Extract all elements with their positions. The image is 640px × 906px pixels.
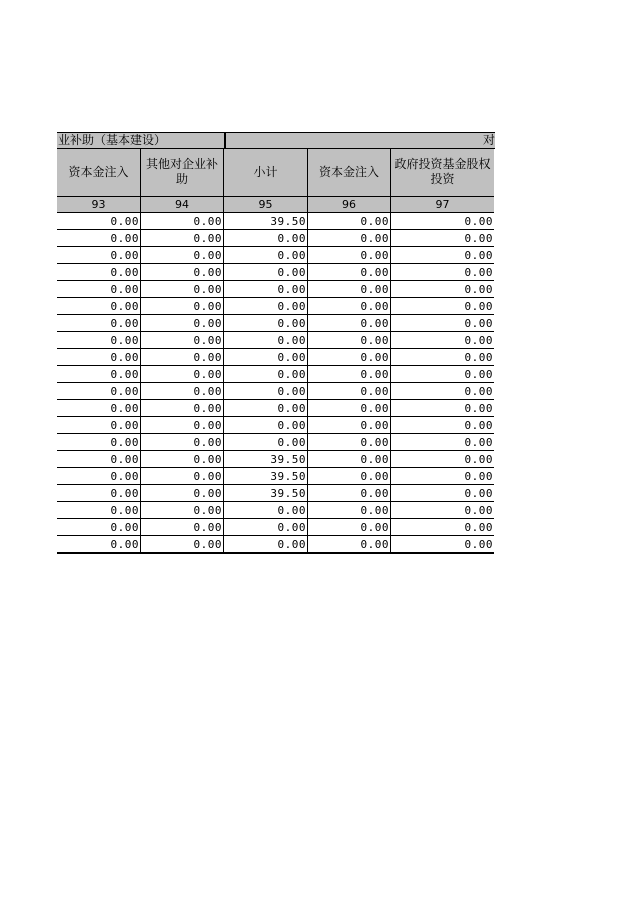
table-cell: 0.00 xyxy=(464,504,493,517)
table-cell: 0.00 xyxy=(141,451,224,467)
table-row xyxy=(57,332,494,349)
table-cell: 0.00 xyxy=(224,536,308,552)
column-header: 资本金注入 xyxy=(57,148,141,196)
table-cell: 0.00 xyxy=(57,451,141,467)
table-cell: 0.00 xyxy=(57,349,141,365)
table-row xyxy=(57,400,494,417)
table-cell: 0.00 xyxy=(464,300,493,313)
group-header-row xyxy=(57,132,494,148)
table-cell: 39.50 xyxy=(224,213,308,229)
table-cell: 0.00 xyxy=(224,502,308,518)
table-row xyxy=(57,366,494,383)
table-cell: 0.00 xyxy=(308,264,391,280)
table-cell: 0.00 xyxy=(141,485,224,501)
table-cell: 0.00 xyxy=(464,215,493,228)
table-cell: 0.00 xyxy=(141,298,224,314)
table-cell: 0.00 xyxy=(224,315,308,331)
table-cell: 0.00 xyxy=(308,298,391,314)
table-row xyxy=(57,383,494,400)
table-cell: 0.00 xyxy=(141,281,224,297)
table-row xyxy=(57,451,494,468)
table-cell: 0.00 xyxy=(308,332,391,348)
table-row xyxy=(57,213,494,230)
table-cell: 0.00 xyxy=(464,470,493,483)
table-cell: 0.00 xyxy=(308,349,391,365)
table-cell: 0.00 xyxy=(224,417,308,433)
table-cell: 0.00 xyxy=(141,383,224,399)
table-cell: 0.00 xyxy=(224,247,308,263)
table-cell: 0.00 xyxy=(57,230,141,246)
table-cell: 0.00 xyxy=(308,366,391,382)
column-code: 94 xyxy=(141,197,224,212)
table-cell: 0.00 xyxy=(464,487,493,500)
table-row xyxy=(57,315,494,332)
table-cell: 39.50 xyxy=(224,451,308,467)
table-cell: 0.00 xyxy=(57,281,141,297)
table-cell: 0.00 xyxy=(57,536,141,552)
table-cell: 0.00 xyxy=(308,434,391,450)
table-row xyxy=(57,536,494,554)
table-cell: 0.00 xyxy=(224,383,308,399)
table-cell: 0.00 xyxy=(464,283,493,296)
table-cell: 0.00 xyxy=(464,521,493,534)
table-cell: 0.00 xyxy=(57,298,141,314)
table-cell: 0.00 xyxy=(141,332,224,348)
table-cell: 0.00 xyxy=(224,264,308,280)
table-cell: 0.00 xyxy=(57,519,141,535)
table-cell: 0.00 xyxy=(464,385,493,398)
table-cell: 0.00 xyxy=(141,434,224,450)
table-cell: 0.00 xyxy=(224,298,308,314)
column-code-row xyxy=(57,197,494,213)
table-cell: 0.00 xyxy=(141,230,224,246)
table-cell: 0.00 xyxy=(141,247,224,263)
table-cell: 0.00 xyxy=(308,519,391,535)
budget-table xyxy=(57,132,494,554)
table-cell: 0.00 xyxy=(308,468,391,484)
table-cell: 0.00 xyxy=(464,419,493,432)
column-header: 其他对企业补助 xyxy=(141,148,224,196)
table-row xyxy=(57,434,494,451)
table-cell: 0.00 xyxy=(57,366,141,382)
column-code: 95 xyxy=(224,197,308,212)
table-cell: 0.00 xyxy=(464,266,493,279)
column-code: 93 xyxy=(57,197,141,212)
table-row xyxy=(57,468,494,485)
table-cell: 0.00 xyxy=(308,247,391,263)
table-cell: 0.00 xyxy=(224,281,308,297)
table-row xyxy=(57,417,494,434)
group-header-enterprise-subsidy: 业补助（基本建设） xyxy=(57,132,225,149)
table-cell: 0.00 xyxy=(308,417,391,433)
table-body xyxy=(57,213,494,554)
table-cell: 0.00 xyxy=(224,366,308,382)
table-cell: 0.00 xyxy=(308,383,391,399)
table-cell: 0.00 xyxy=(57,400,141,416)
table-cell: 0.00 xyxy=(224,349,308,365)
table-cell: 0.00 xyxy=(57,332,141,348)
column-header: 小计 xyxy=(224,148,308,196)
table-cell: 0.00 xyxy=(224,434,308,450)
table-cell: 0.00 xyxy=(308,230,391,246)
table-cell: 0.00 xyxy=(464,317,493,330)
table-cell: 0.00 xyxy=(57,502,141,518)
table-cell: 0.00 xyxy=(464,402,493,415)
table-cell: 0.00 xyxy=(57,468,141,484)
table-cell: 0.00 xyxy=(308,400,391,416)
table-row xyxy=(57,485,494,502)
table-cell: 0.00 xyxy=(464,249,493,262)
table-cell: 0.00 xyxy=(141,400,224,416)
table-cell: 0.00 xyxy=(141,468,224,484)
table-cell: 0.00 xyxy=(141,213,224,229)
table-cell: 0.00 xyxy=(464,334,493,347)
table-cell: 0.00 xyxy=(141,264,224,280)
table-cell: 0.00 xyxy=(57,315,141,331)
table-cell: 0.00 xyxy=(308,502,391,518)
table-cell: 0.00 xyxy=(141,315,224,331)
table-cell: 0.00 xyxy=(57,264,141,280)
table-row xyxy=(57,519,494,536)
table-cell: 0.00 xyxy=(224,519,308,535)
table-cell: 0.00 xyxy=(57,383,141,399)
table-cell: 39.50 xyxy=(224,468,308,484)
table-cell: 0.00 xyxy=(308,485,391,501)
table-cell: 0.00 xyxy=(464,453,493,466)
table-cell: 0.00 xyxy=(141,349,224,365)
table-cell: 0.00 xyxy=(57,417,141,433)
table-row xyxy=(57,247,494,264)
table-cell: 0.00 xyxy=(464,232,493,245)
table-cell: 0.00 xyxy=(57,485,141,501)
table-cell: 0.00 xyxy=(308,315,391,331)
table-cell: 0.00 xyxy=(57,434,141,450)
table-row xyxy=(57,281,494,298)
table-cell: 0.00 xyxy=(57,213,141,229)
table-cell: 0.00 xyxy=(464,351,493,364)
table-cell: 0.00 xyxy=(141,536,224,552)
table-cell: 0.00 xyxy=(464,368,493,381)
table-cell: 0.00 xyxy=(141,502,224,518)
table-cell: 0.00 xyxy=(308,451,391,467)
table-cell: 0.00 xyxy=(224,400,308,416)
table-row xyxy=(57,298,494,315)
column-header-row xyxy=(57,148,494,197)
table-row xyxy=(57,349,494,366)
group-header-next: 对 xyxy=(225,132,495,149)
column-code: 97 xyxy=(435,198,450,211)
table-cell: 0.00 xyxy=(464,538,493,551)
table-cell: 0.00 xyxy=(224,332,308,348)
table-row xyxy=(57,264,494,281)
table-cell: 0.00 xyxy=(224,230,308,246)
table-cell: 0.00 xyxy=(57,247,141,263)
column-header: 资本金注入 xyxy=(308,148,391,196)
table-row xyxy=(57,502,494,519)
table-cell: 39.50 xyxy=(224,485,308,501)
table-cell: 0.00 xyxy=(308,281,391,297)
table-cell: 0.00 xyxy=(141,417,224,433)
table-cell: 0.00 xyxy=(141,519,224,535)
table-cell: 0.00 xyxy=(141,366,224,382)
table-row xyxy=(57,230,494,247)
table-cell: 0.00 xyxy=(464,436,493,449)
table-cell: 0.00 xyxy=(308,213,391,229)
table-cell: 0.00 xyxy=(308,536,391,552)
column-header: 政府投资基金股权投资 xyxy=(394,157,491,186)
column-code: 96 xyxy=(308,197,391,212)
